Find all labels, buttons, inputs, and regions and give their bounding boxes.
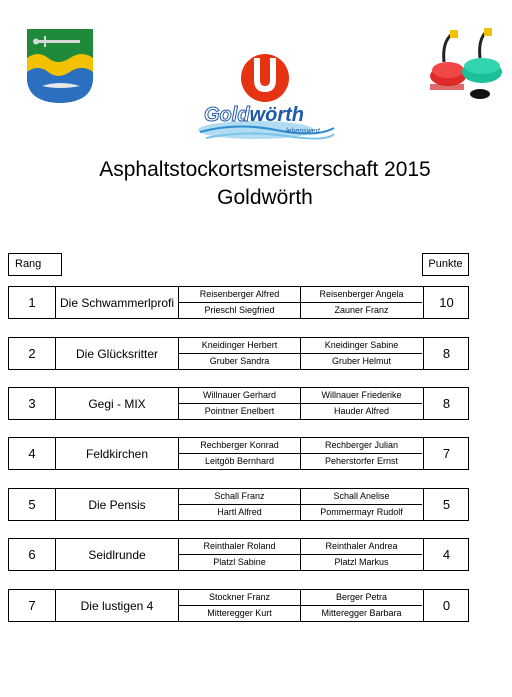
logo-word-woerth: wörth	[249, 104, 304, 126]
table-header	[8, 253, 469, 276]
player-name: Willnauer Friederike	[321, 390, 402, 400]
player-name: Willnauer Gerhard	[179, 388, 301, 403]
player-name: Pointner Enelbert	[179, 404, 301, 419]
player-name: Stockner Franz	[179, 590, 301, 605]
player-name: Kneidinger Herbert	[179, 338, 301, 353]
team-name: Die Pensis	[56, 489, 179, 520]
team-rank: 6	[9, 539, 56, 570]
header-rang: Rang	[8, 253, 62, 276]
page-title: Asphaltstockortsmeisterschaft 2015	[99, 158, 431, 181]
player-row	[179, 606, 422, 621]
team-row	[8, 286, 469, 319]
player-row	[179, 489, 422, 505]
coat-of-arms-logo	[26, 28, 94, 104]
player-name: Prieschl Siegfried	[179, 303, 301, 318]
player-name: Zauner Franz	[334, 305, 389, 315]
player-name: Peherstorfer Ernst	[324, 456, 399, 466]
player-row	[179, 354, 422, 369]
team-row	[8, 538, 469, 571]
team-points: 10	[423, 287, 469, 318]
player-row	[179, 287, 422, 303]
player-name: Schall Anelise	[333, 491, 390, 501]
player-name: Schall Franz	[179, 489, 301, 504]
team-rank: 1	[9, 287, 56, 318]
goldwoerth-logo	[196, 52, 338, 144]
team-rank: 5	[9, 489, 56, 520]
team-name: Seidlrunde	[56, 539, 179, 570]
curling-stones-logo	[430, 28, 512, 100]
player-name: Gruber Sandra	[179, 354, 301, 369]
player-row	[179, 388, 422, 404]
team-players	[179, 388, 422, 419]
team-points: 7	[423, 438, 469, 469]
player-row	[179, 539, 422, 555]
player-row	[179, 590, 422, 606]
player-name: Reinthaler Roland	[179, 539, 301, 554]
player-row	[179, 404, 422, 419]
player-name: Rechberger Julian	[324, 440, 399, 450]
team-players	[179, 338, 422, 369]
player-name: Mitteregger Barbara	[321, 608, 402, 618]
player-name: Berger Petra	[335, 592, 388, 602]
team-points: 8	[423, 338, 469, 369]
team-points: 0	[423, 590, 469, 621]
team-row	[8, 589, 469, 622]
player-row	[179, 555, 422, 570]
team-row	[8, 337, 469, 370]
player-name: Hartl Alfred	[179, 505, 301, 520]
team-row	[8, 488, 469, 521]
player-name: Pommermayr Rudolf	[320, 507, 403, 517]
player-row	[179, 505, 422, 520]
player-row	[179, 338, 422, 354]
logo-tagline: lebenswert	[286, 128, 320, 135]
team-name: Die Glücksritter	[56, 338, 179, 369]
team-row	[8, 387, 469, 420]
header-punkte: Punkte	[422, 253, 469, 276]
team-rank: 3	[9, 388, 56, 419]
team-rank: 7	[9, 590, 56, 621]
player-name: Platzl Markus	[334, 557, 389, 567]
player-name: Reisenberger Alfred	[179, 287, 301, 302]
team-name: Gegi - MIX	[56, 388, 179, 419]
player-name: Mitteregger Kurt	[179, 606, 301, 621]
player-name: Reinthaler Andrea	[325, 541, 398, 551]
player-name: Rechberger Konrad	[179, 438, 301, 453]
player-row	[179, 454, 422, 469]
team-players	[179, 287, 422, 318]
team-row	[8, 437, 469, 470]
team-players	[179, 489, 422, 520]
player-name: Leitgöb Bernhard	[179, 454, 301, 469]
logo-word-gold: Gold	[204, 104, 250, 126]
player-name: Kneidinger Sabine	[324, 340, 399, 350]
team-name: Feldkirchen	[56, 438, 179, 469]
team-points: 8	[423, 388, 469, 419]
team-players	[179, 539, 422, 570]
player-name: Hauder Alfred	[333, 406, 390, 416]
team-players	[179, 590, 422, 621]
player-row	[179, 438, 422, 454]
team-rank: 4	[9, 438, 56, 469]
team-points: 4	[423, 539, 469, 570]
player-name: Reisenberger Angela	[319, 289, 404, 299]
team-name: Die lustigen 4	[56, 590, 179, 621]
team-players	[179, 438, 422, 469]
team-name: Die Schwammerlprofi	[56, 287, 179, 318]
player-row	[179, 303, 422, 318]
player-name: Gruber Helmut	[331, 356, 392, 366]
player-name: Platzl Sabine	[179, 555, 301, 570]
page-subtitle: Goldwörth	[217, 186, 313, 209]
team-rank: 2	[9, 338, 56, 369]
team-points: 5	[423, 489, 469, 520]
